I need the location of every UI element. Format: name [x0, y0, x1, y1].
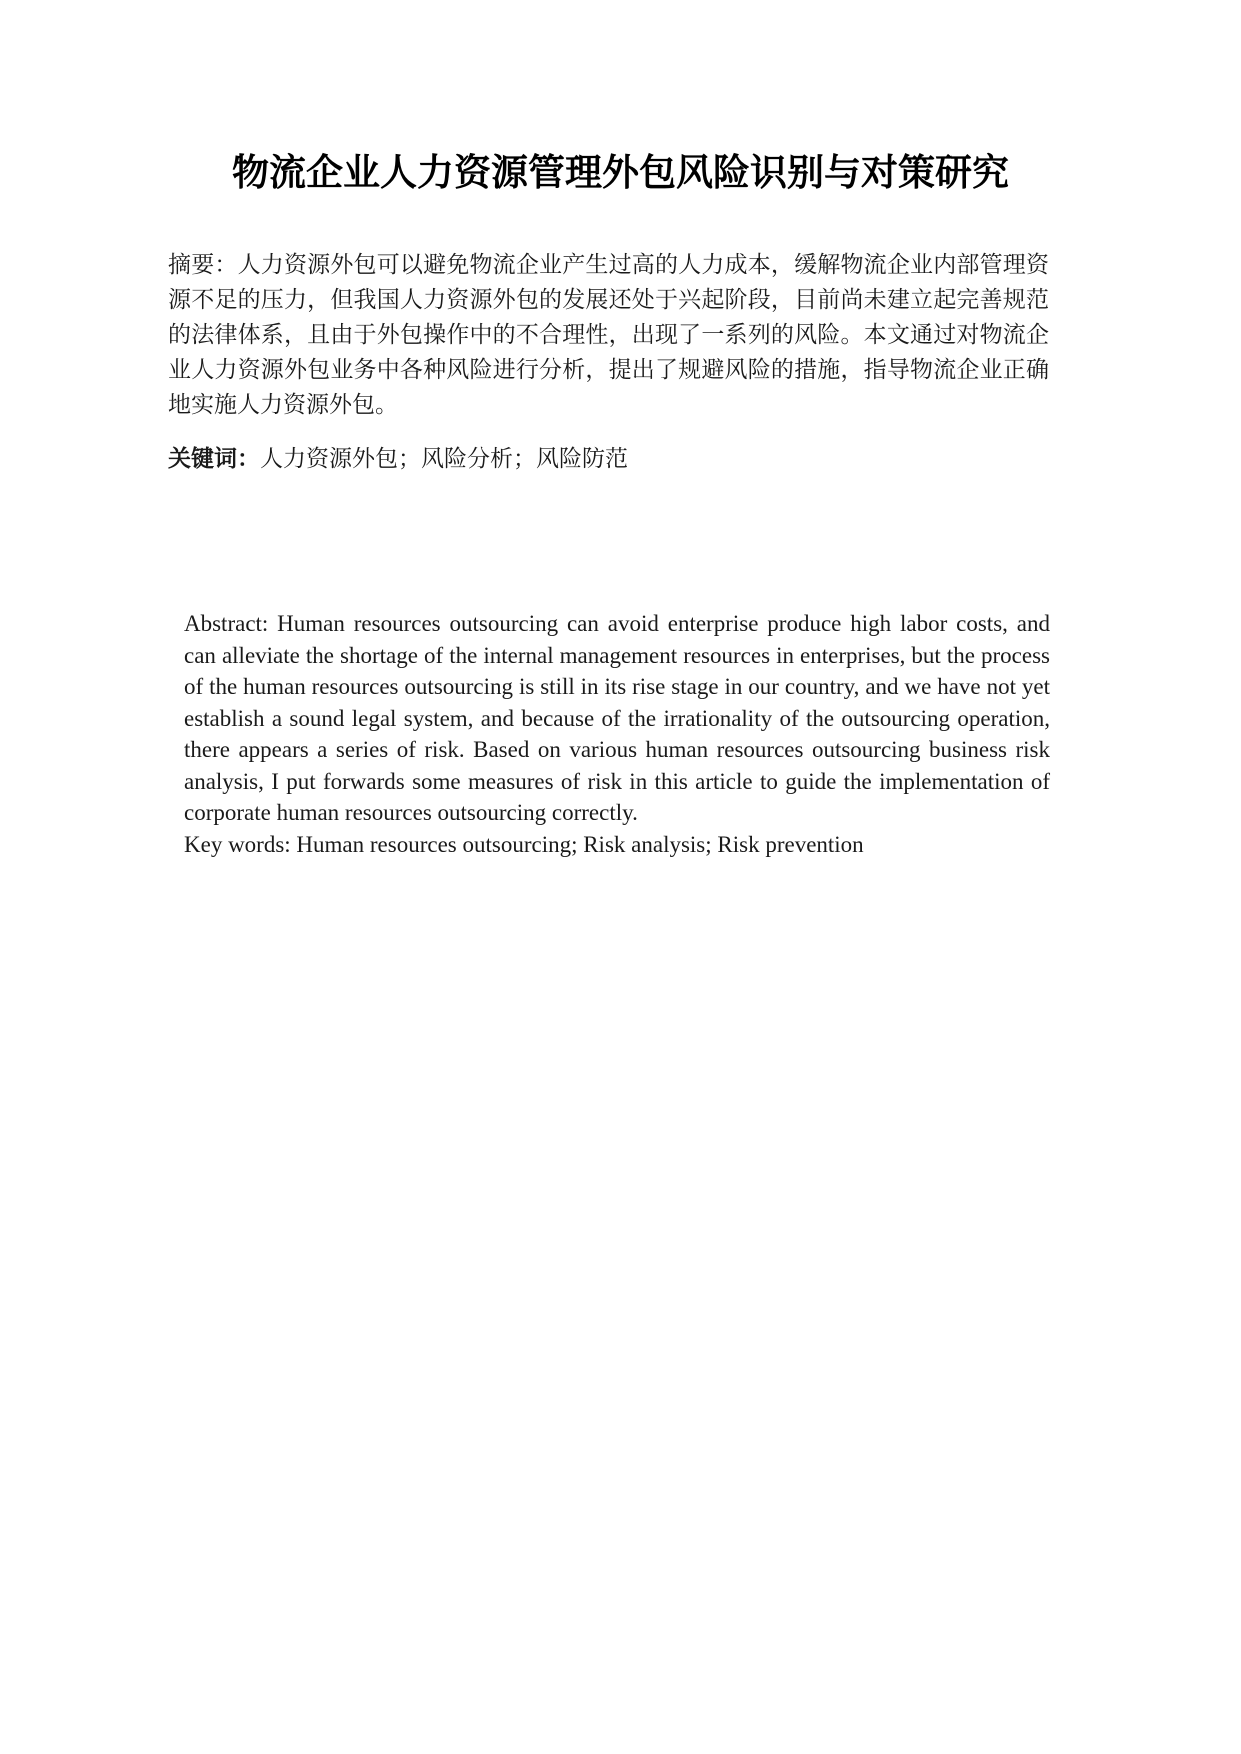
english-abstract-line-1: Abstract: Human resources outsourcing can avoid enterprise produce high labor costs, and	[184, 611, 1050, 636]
chinese-abstract-line-1: 摘要：人力资源外包可以避免物流企业产生过高的人力成本，缓解物流企业内部管理资	[168, 252, 1049, 277]
english-abstract-line-4: establish a sound legal system, and because of the irrationality of the outsourcing operation,	[184, 705, 1050, 731]
english-abstract-line-2: can alleviate the shortage of the internal management resources in enterprises, but the process	[184, 642, 1050, 668]
english-abstract-line-6: analysis, I put forwards some measures of risk in this article to guide the implementation of	[184, 768, 1050, 794]
chinese-abstract-line-5: 地实施人力资源外包。	[168, 392, 398, 417]
paper-title: 物流企业人力资源管理外包风险识别与对策研究	[232, 153, 1009, 194]
chinese-abstract-line-4: 业人力资源外包业务中各种风险进行分析，提出了规避风险的措施，指导物流企业正确	[168, 357, 1049, 382]
chinese-keywords-label: 关键词：	[168, 445, 260, 471]
english-abstract-line-7: corporate human resources outsourcing correctly.	[184, 800, 638, 825]
english-abstract-line-5: there appears a series of risk. Based on various human resources outsourcing business risk	[184, 737, 1050, 762]
english-abstract-line-3: of the human resources outsourcing is still in its rise stage in our country, and we have not yet	[184, 674, 1050, 699]
english-keywords-line: Key words: Human resources outsourcing; Risk analysis; Risk prevention	[184, 831, 864, 857]
chinese-abstract	[168, 247, 1049, 422]
chinese-abstract-line-2: 源不足的压力，但我国人力资源外包的发展还处于兴起阶段，目前尚未建立起完善规范	[168, 287, 1049, 312]
english-abstract	[184, 608, 1050, 860]
chinese-keywords-line	[168, 441, 1049, 476]
chinese-keywords-text: 人力资源外包；风险分析；风险防范	[260, 446, 628, 471]
chinese-abstract-line-3: 的法律体系，且由于外包操作中的不合理性，出现了一系列的风险。本文通过对物流企	[168, 322, 1049, 347]
